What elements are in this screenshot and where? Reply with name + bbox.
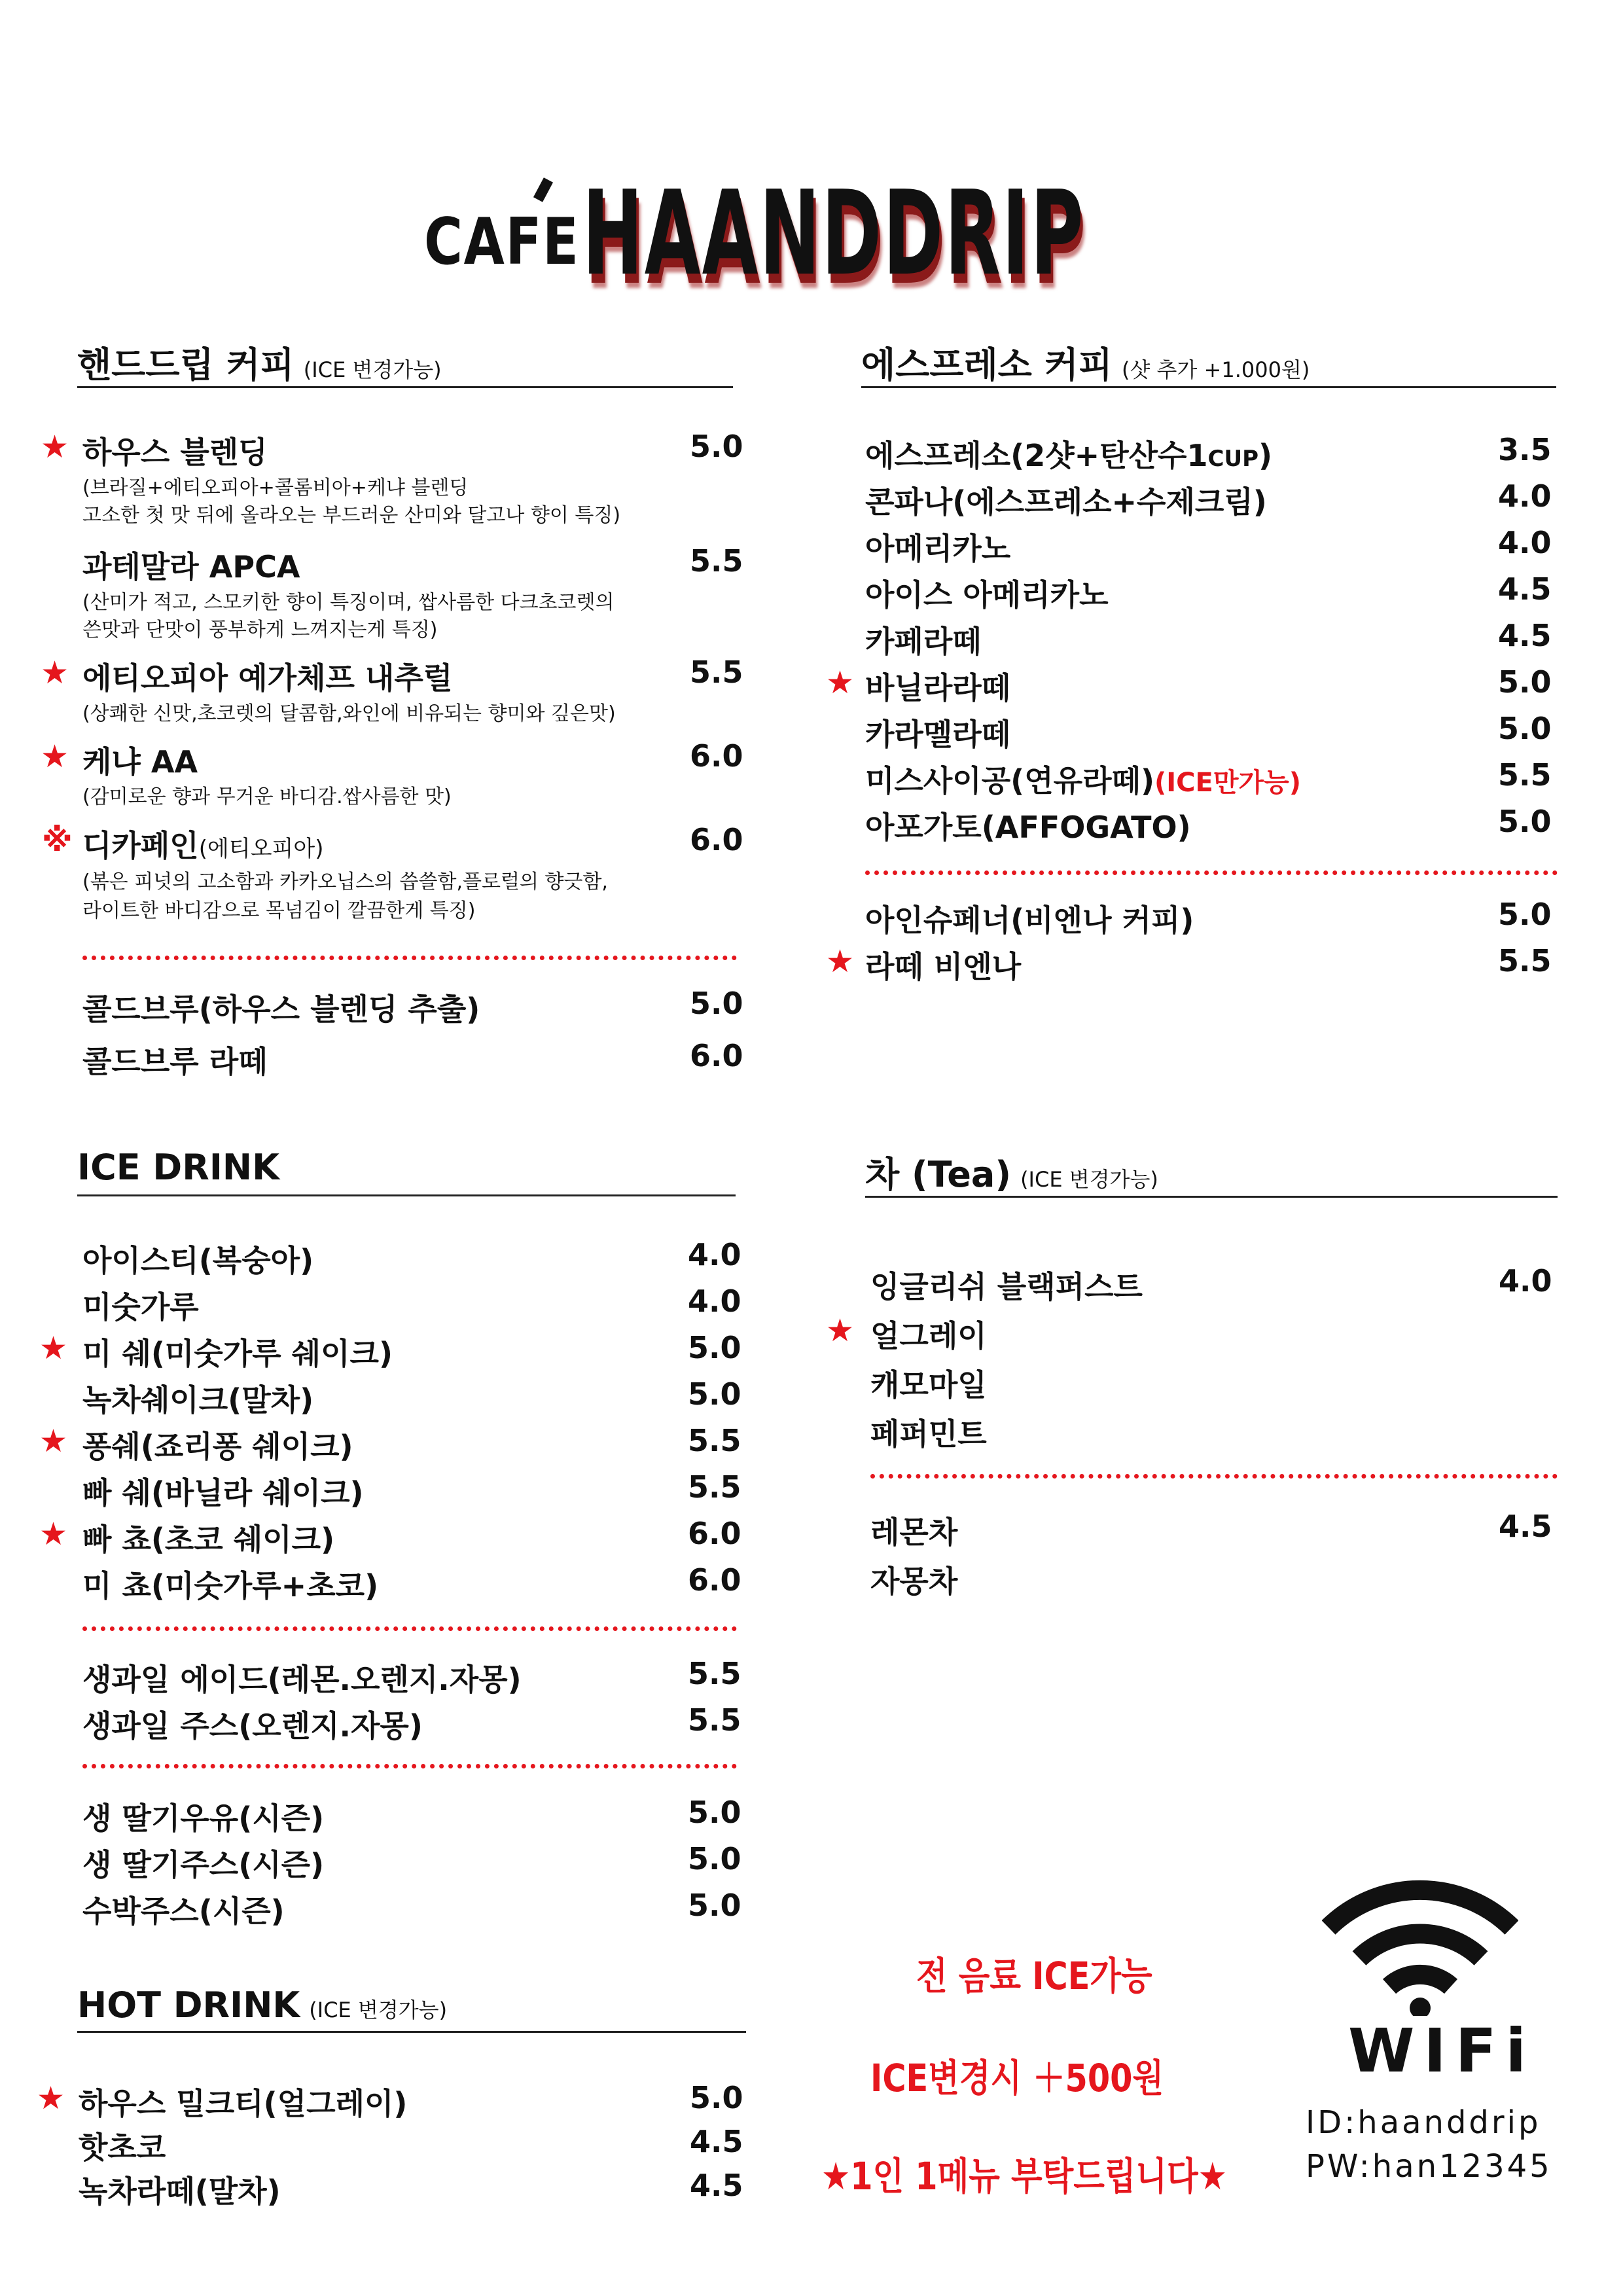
section-title-hot-drink	[77, 1984, 447, 2026]
menu-item	[82, 429, 743, 468]
item-name: 카라멜라떼	[865, 717, 1011, 752]
item-name-end: )	[1258, 438, 1273, 473]
menu-item	[82, 1516, 743, 1555]
item-price: 5.0	[690, 986, 743, 1021]
item-name: 빠 쉐(바닐라 쉐이크)	[82, 1475, 364, 1511]
section-title-text: ICE DRINK	[77, 1147, 279, 1188]
item-price: 5.5	[688, 1656, 741, 1691]
item-price: 5.0	[688, 1330, 741, 1365]
item-name: 생과일 주스(오렌지.자몽)	[82, 1708, 423, 1744]
reference-mark-icon: ※	[42, 822, 73, 859]
section-rule	[77, 386, 733, 388]
item-price: 5.5	[690, 655, 743, 690]
menu-item	[82, 1888, 743, 1927]
item-price: 4.5	[690, 2168, 743, 2203]
item-price: 5.5	[688, 1423, 741, 1458]
item-price: 5.0	[688, 1376, 741, 1412]
menu-item	[865, 478, 1559, 518]
dotted-divider	[82, 1764, 737, 1768]
note-ice-surcharge: ICE변경시 ＋500원	[870, 2056, 1164, 2100]
item-price: 6.0	[688, 1516, 741, 1551]
wifi-password: PW:han12345	[1306, 2148, 1552, 2185]
item-price: 3.5	[1498, 432, 1552, 467]
item-name: 아이스티(복숭아)	[82, 1243, 314, 1278]
item-desc: 쓴맛과 단맛이 풍부하게 느껴지는게 특징)	[82, 619, 438, 641]
item-desc: (상쾌한 신맛,초코렛의 달콤함,와인에 비유되는 향미와 깊은맛)	[82, 702, 616, 725]
menu-item	[865, 804, 1559, 843]
star-icon: ★	[39, 1516, 68, 1552]
menu-item	[79, 2124, 746, 2163]
item-price: 6.0	[690, 738, 743, 774]
item-price: 6.0	[688, 1562, 741, 1598]
item-name: 아이스 아메리카노	[865, 577, 1109, 613]
item-name: 자몽차	[870, 1564, 958, 1599]
section-title-espresso	[861, 337, 1310, 387]
item-name: 레몬차	[870, 1515, 958, 1550]
item-name	[865, 432, 1272, 475]
section-title-tea	[865, 1147, 1158, 1197]
menu-item	[82, 1702, 743, 1742]
ice-only-badge: (ICE만가능)	[1154, 768, 1302, 798]
section-rule	[77, 1194, 736, 1196]
item-name: 페퍼민트	[870, 1416, 987, 1452]
menu-item	[82, 1562, 743, 1602]
star-icon: ★	[37, 2080, 65, 2117]
item-name-main: 디카페인	[82, 828, 199, 863]
item-price: 5.0	[690, 429, 743, 464]
item-price: 4.0	[688, 1237, 741, 1272]
wifi-id: ID:haanddrip	[1306, 2104, 1541, 2141]
item-name: 잉글리쉬 블랙퍼스트	[870, 1269, 1143, 1304]
menu-item	[82, 655, 743, 694]
item-price: 4.5	[1499, 1509, 1552, 1544]
menu-item	[870, 1312, 1564, 1352]
item-price: 5.5	[1498, 943, 1552, 978]
star-icon: ★	[41, 738, 69, 775]
item-name: 아인슈페너(비엔나 커피)	[865, 903, 1194, 938]
item-name: 생 딸기주스(시즌)	[82, 1847, 325, 1882]
item-price: 5.0	[1498, 897, 1552, 932]
menu-item	[82, 543, 743, 583]
menu-item	[82, 1237, 743, 1276]
menu-item	[82, 822, 743, 861]
menu-item	[82, 1841, 743, 1880]
wifi-icon	[1322, 1859, 1518, 2016]
item-name: 아포가토(AFFOGATO)	[865, 810, 1191, 845]
menu-item	[870, 1410, 1564, 1450]
note-one-menu-per-person: ★1인 1메뉴 부탁드립니다★	[821, 2154, 1227, 2198]
menu-item	[865, 525, 1559, 564]
star-icon: ★	[826, 664, 855, 701]
item-desc: 라이트한 바디감으로 목넘김이 깔끔한게 특징)	[82, 899, 476, 922]
item-name: 카페라떼	[865, 624, 982, 659]
item-name: 바닐라라떼	[865, 670, 1011, 706]
cafe-accent-mark	[533, 177, 553, 202]
item-price: 4.5	[1498, 571, 1552, 607]
item-desc: (볶은 피넛의 고소함과 카카오닙스의 씁쓸함,플로럴의 향긋함,	[82, 870, 608, 893]
section-title-text: 차 (Tea)	[865, 1154, 1012, 1195]
item-price: 5.0	[688, 1795, 741, 1830]
note-all-ice: 전 음료 ICE가능	[916, 1954, 1152, 1998]
item-name: 생과일 에이드(레몬.오렌지.자몽)	[82, 1662, 522, 1697]
item-name-unit: CUP	[1207, 446, 1258, 472]
star-icon: ★	[41, 655, 69, 691]
item-name: 콘파나(에스프레소+수제크림)	[865, 484, 1267, 520]
item-price: 5.5	[1498, 757, 1552, 793]
item-price: 6.0	[690, 822, 743, 857]
item-price: 4.0	[1498, 478, 1552, 514]
item-price: 5.0	[690, 2080, 743, 2115]
section-note: (ICE 변경가능)	[303, 357, 442, 382]
item-name: 녹차라떼(말차)	[79, 2174, 281, 2209]
item-desc: 고소한 첫 맛 뒤에 올라오는 부드러운 산미와 달고나 향이 특징)	[82, 504, 621, 527]
section-title-text: HOT DRINK	[77, 1984, 300, 2026]
dotted-divider	[82, 956, 737, 960]
item-name: 녹차쉐이크(말차)	[82, 1382, 314, 1418]
dotted-divider	[865, 870, 1558, 875]
item-name: 수박주스(시즌)	[82, 1893, 285, 1929]
item-name: 콜드브루(하우스 블렌딩 추출)	[82, 992, 480, 1027]
section-rule	[865, 1196, 1558, 1198]
menu-item	[82, 1376, 743, 1416]
item-name: 과테말라 APCA	[82, 549, 300, 584]
item-desc: (브라질+에티오피아+콜롬비아+케냐 블렌딩	[82, 476, 469, 499]
item-name: 미숫가루	[82, 1289, 199, 1325]
menu-item	[870, 1361, 1564, 1401]
dotted-divider	[870, 1474, 1558, 1479]
item-name	[865, 757, 1301, 800]
section-note: (ICE 변경가능)	[309, 1998, 448, 2022]
item-name: 얼그레이	[870, 1318, 987, 1354]
menu-item	[82, 1283, 743, 1323]
dotted-divider	[82, 1626, 737, 1631]
menu-item	[865, 664, 1559, 704]
menu-item	[865, 943, 1559, 982]
section-title-text: 핸드드립 커피	[77, 344, 294, 386]
section-note: (샷 추가 +1.000원)	[1121, 357, 1310, 382]
section-note: (ICE 변경가능)	[1020, 1167, 1158, 1192]
star-icon: ★	[826, 1312, 855, 1349]
menu-item	[79, 2080, 746, 2119]
menu-item	[82, 1423, 743, 1462]
item-price: 5.0	[1498, 711, 1552, 746]
item-price: 5.5	[688, 1469, 741, 1505]
item-name-sub: (에티오피아)	[198, 836, 324, 862]
item-name: 캐모마일	[870, 1367, 987, 1403]
menu-item	[870, 1558, 1564, 1597]
item-name: 빠 쵸(초코 쉐이크)	[82, 1522, 335, 1557]
item-name-main: 에스프레소(2샷+탄산수1	[865, 438, 1208, 473]
menu-item	[870, 1509, 1564, 1548]
star-icon: ★	[39, 1423, 68, 1460]
item-desc: (감미로운 향과 무거운 바디감.쌉사름한 맛)	[82, 785, 452, 808]
item-price: 6.0	[690, 1038, 743, 1073]
star-icon: ★	[39, 1330, 68, 1367]
wifi-label: WIFi	[1348, 2016, 1536, 2086]
menu-item	[865, 711, 1559, 750]
menu-item	[82, 1330, 743, 1369]
menu-item	[82, 1795, 743, 1834]
section-title-text: 에스프레소 커피	[861, 344, 1113, 386]
menu-item	[865, 618, 1559, 657]
item-name: 아메리카노	[865, 531, 1011, 566]
star-icon: ★	[41, 429, 69, 465]
item-desc: (산미가 적고, 스모키한 향이 특징이며, 쌉사름한 다크초코렛의	[82, 591, 615, 614]
menu-item	[865, 571, 1559, 611]
section-title-ice-drink	[77, 1147, 279, 1188]
item-price: 5.0	[688, 1841, 741, 1876]
item-name: 라떼 비엔나	[865, 949, 1022, 984]
item-name: 콜드브루 라떼	[82, 1044, 268, 1079]
star-icon: ★	[826, 943, 855, 980]
item-price: 5.0	[688, 1888, 741, 1923]
item-name: 케냐 AA	[82, 744, 198, 780]
menu-item	[865, 897, 1559, 936]
item-name: 하우스 블렌딩	[82, 435, 268, 470]
menu-header	[0, 154, 1623, 304]
menu-item	[82, 738, 743, 778]
item-name: 미 쵸(미숫가루+초코)	[82, 1568, 379, 1604]
item-name: 미 쉐(미숫가루 쉐이크)	[82, 1336, 393, 1371]
menu-item	[82, 1656, 743, 1695]
menu-item	[870, 1263, 1564, 1302]
cafe-label: CAFE	[424, 205, 580, 279]
item-price: 5.0	[1498, 804, 1552, 839]
menu-item	[865, 432, 1559, 471]
item-price: 5.5	[690, 543, 743, 579]
item-price: 4.5	[690, 2124, 743, 2159]
section-rule	[861, 386, 1556, 388]
item-name: 생 딸기우유(시즌)	[82, 1801, 325, 1836]
item-name-main: 미스사이공(연유라떼)	[865, 763, 1154, 798]
section-rule	[77, 2031, 746, 2033]
item-name: 에티오피아 예가체프 내추럴	[82, 660, 453, 696]
menu-item	[79, 2168, 746, 2207]
menu-item	[82, 1469, 743, 1509]
brand-name: HAANDDRIP	[582, 166, 1086, 301]
menu-item	[865, 757, 1559, 797]
item-price: 4.0	[1498, 525, 1552, 560]
item-name	[82, 822, 324, 865]
section-title-handdrip	[77, 337, 442, 387]
item-price: 5.5	[688, 1702, 741, 1738]
item-name: 핫초코	[79, 2130, 166, 2165]
menu-item	[82, 986, 743, 1025]
item-name: 하우스 밀크티(얼그레이)	[79, 2086, 408, 2121]
item-price: 4.0	[1499, 1263, 1552, 1299]
menu-item	[82, 1038, 743, 1077]
item-price: 5.0	[1498, 664, 1552, 700]
item-name: 퐁쉐(죠리퐁 쉐이크)	[82, 1429, 353, 1464]
item-price: 4.0	[688, 1283, 741, 1319]
item-price: 4.5	[1498, 618, 1552, 653]
